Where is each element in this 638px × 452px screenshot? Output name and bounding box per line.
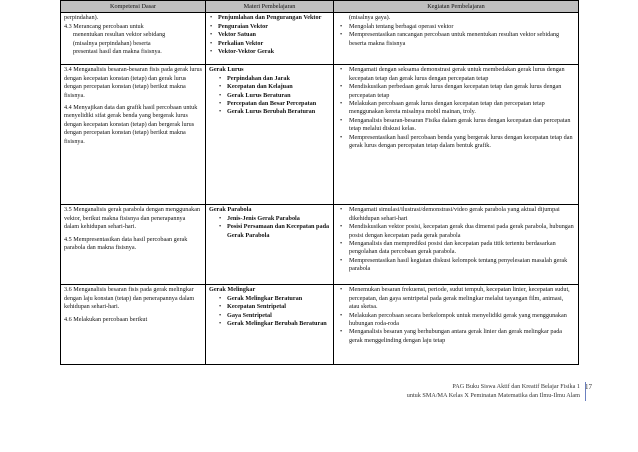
header-kegiatan-pembelajaran: Kegiatan Pembelajaran	[334, 1, 579, 13]
kd-text: menentukan resultan vektor sebidang	[73, 31, 166, 39]
kegiatan-list	[337, 66, 575, 150]
table-row	[61, 65, 579, 205]
list-item: • Vektor Satuan	[209, 31, 330, 39]
table-header-row	[61, 1, 579, 13]
list-item: • Gaya Sentripetal	[218, 312, 330, 320]
table-row	[61, 13, 579, 65]
list-item: • Melakukan percobaan secara berkelompok untuk menyelidiki gerak yang menggunakan hubungan roda-roda	[337, 312, 575, 329]
kd-text: presentasi hasil dan makna fisisnya.	[73, 48, 162, 56]
page-footer	[407, 383, 580, 400]
list-item: • Kecepatan dan Kelajuan	[218, 83, 330, 91]
cell-kompetensi-dasar	[61, 285, 206, 365]
cell-materi-pembelajaran	[206, 13, 334, 65]
materi-list	[218, 75, 330, 117]
kegiatan-continuation: (misalnya gaya).	[349, 14, 391, 22]
list-item: • Melakukan percobaan gerak lurus dengan kecepatan tetap dan percepatan tetap menggunakan kereta misalnya mobil mainan, troly.	[337, 100, 575, 117]
kegiatan-list	[337, 23, 575, 48]
list-item: • Gerak Melingkar Berubah Beraturan	[218, 320, 330, 328]
list-item: • Vektor-Vektor Gerak	[209, 48, 330, 56]
list-item: • Mempresentasikan hasil kegiatan diskusi kelompok tentang penyelesaian masalah gerak parabola	[337, 257, 575, 274]
list-item: • Menganalisis besaran yang berhubungan antara gerak linier dan gerak melingkar pada gerak menggelinding dengan laju tetap	[337, 328, 575, 345]
list-item: • Mengamati simulasi/ilustrasi/demonstrasi/video gerak parabola yang aktual dijumpai dikehidupan sehari-hari	[337, 206, 575, 223]
kd-text: 3.6 Menganalisis besaran fisis pada gerak melingkar dengan laju konstan (tetap) dan penerapannya dalam kehidupan sehari-hari.	[64, 286, 195, 311]
list-item: • Jenis-Jenis Gerak Parabola	[218, 215, 330, 223]
kd-text: (misalnya perpindahan) beserta	[73, 39, 151, 47]
cell-kegiatan-pembelajaran	[334, 205, 579, 285]
list-item: • Mendiskusikan vektor posisi, kecepatan gerak dua dimensi pada gerak parabola, hubungan posisi dengan kecepatan pada gerak parabola	[337, 223, 575, 240]
list-item: • Gerak Melingkar Beraturan	[218, 295, 330, 303]
list-item: • Mempresentasikan hasil percobaan benda yang bergerak lurus dengan kecepatan tetap dan gerak lurus dengan percepatan tetap dalam bentuk grafik.	[337, 134, 575, 151]
cell-kegiatan-pembelajaran	[334, 65, 579, 205]
list-item: • Mendiskusikan perbedaan gerak lurus dengan kecepatan tetap dan gerak lurus dengan percepatan tetap	[337, 83, 575, 100]
kd-text: 4.4 Menyajikan data dan grafik hasil percobaan untuk menyelidiki sifat gerak benda yang bergerak lurus dengan kecepatan konstan (tetap) dan bergerak lurus dengan percepatan konstan (tetap) berikut makna fisisnya.	[64, 104, 198, 145]
cell-kompetensi-dasar	[61, 205, 206, 285]
cell-kompetensi-dasar	[61, 65, 206, 205]
kd-text: 4.6 Melakukan percobaan berikut	[64, 315, 148, 323]
materi-title: Gerak Melingkar	[209, 286, 256, 294]
cell-materi-pembelajaran	[206, 285, 334, 365]
table-row	[61, 205, 579, 285]
kd-text: 3.5 Menganalisis gerak parabola dengan menggunakan vektor, berikut makna fisisnya dan penerapannya dalam kehidupan sehari-hari.	[64, 206, 201, 231]
header-materi-pembelajaran: Materi Pembelajaran	[206, 1, 334, 13]
header-kompetensi-dasar: Kompetensi Dasar	[61, 1, 206, 13]
materi-list	[218, 295, 330, 329]
syllabus-table	[60, 0, 579, 365]
list-item: • Menganalisis besaran-besaran Fisika dalam gerak lurus dengan kecepatan dan percepatan tetap melalui diskusi kelas.	[337, 117, 575, 134]
kd-text: 4.3 Merancang percobaan untuk	[64, 22, 144, 30]
kegiatan-list	[337, 286, 575, 345]
list-item: • Gerak Lurus Berubah Beraturan	[218, 108, 330, 116]
footer-book-title: PAG Buku Siswa Aktif dan Kreatif Belajar Fisika 1	[452, 383, 580, 390]
page-number: 17	[585, 383, 592, 391]
cell-materi-pembelajaran	[206, 205, 334, 285]
list-item: • Mengolah tentang berbagai operasi vektor	[337, 23, 575, 31]
list-item: • Menemukan besaran frekuensi, periode, sudut tempuh, kecepatan linier, kecepatan sudut, percepatan, dan gaya sentripetal pada gerak melingkar melalui tayangan film, animasi, atau sketsa.	[337, 286, 575, 311]
list-item: • Penjumlahan dan Pengurangan Vektor	[209, 14, 330, 22]
document-page	[60, 0, 578, 365]
table-row	[61, 285, 579, 365]
list-item: • Percepatan dan Besar Percepatan	[218, 100, 330, 108]
list-item: • Mengamati dengan seksama demonstrasi gerak untuk membedakan gerak lurus dengan kecepatan tetap dan gerak lurus dengan percepatan tetap	[337, 66, 575, 83]
list-item: • Penguraian Vektor	[209, 23, 330, 31]
cell-kegiatan-pembelajaran	[334, 13, 579, 65]
list-item: • Kecepatan Sentripetal	[218, 303, 330, 311]
kegiatan-list	[337, 206, 575, 273]
cell-materi-pembelajaran	[206, 65, 334, 205]
list-item: • Posisi Persamaan dan Kecepatan pada Gerak Parabola	[218, 223, 330, 240]
list-item: • Mempresentasikan rancangan percobaan untuk menentukan resultan vektor sebidang beserta makna fisisnya	[337, 31, 575, 48]
materi-title: Gerak Parabola	[209, 206, 252, 214]
list-item: • Perkalian Vektor	[209, 40, 330, 48]
footer-book-subtitle: untuk SMA/MA Kelas X Peminatan Matematika dan Ilmu-Ilmu Alam	[406, 391, 580, 399]
kd-text: 4.5 Mempresentasikan data hasil percobaan gerak parabola dan makna fisisnya.	[64, 235, 188, 252]
materi-title: Gerak Lurus	[209, 66, 244, 74]
list-item: • Menganalisis dan memprediksi posisi dan kecepatan pada titik tertentu berdasarkan pengolahan data percobaan gerak parabola.	[337, 240, 575, 257]
kd-text: perpindahan).	[64, 14, 99, 22]
cell-kompetensi-dasar	[61, 13, 206, 65]
list-item: • Gerak Lurus Beraturan	[218, 92, 330, 100]
materi-list	[218, 215, 330, 240]
cell-kegiatan-pembelajaran	[334, 285, 579, 365]
materi-list	[209, 14, 330, 56]
list-item: • Perpindahan dan Jarak	[218, 75, 330, 83]
kd-text: 3.4 Menganalisis besaran-besaran fisis pada gerak lurus dengan kecepatan konstan (tetap) dan gerak lurus dengan percepatan konstan (tetap) berikut makna fisisnya.	[64, 66, 202, 99]
